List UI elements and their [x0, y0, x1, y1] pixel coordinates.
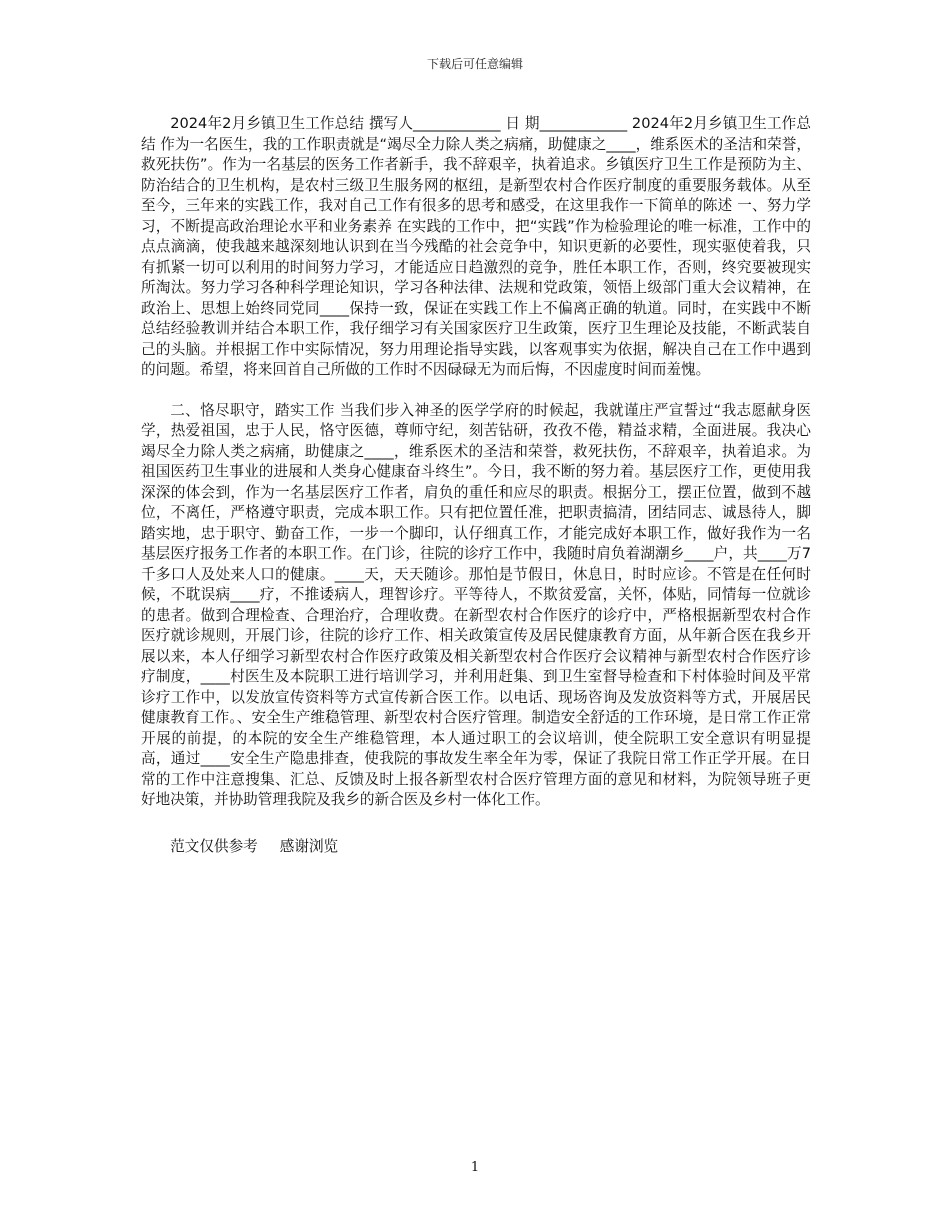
document-body [141, 114, 811, 811]
closing-reference-text: 范文仅供参考 [170, 838, 258, 855]
paragraph-1: 2024年2月乡镇卫生工作总结 撰写人____________ 日 期____________ 2024年2月乡镇卫生工作总结 作为一名医生，我的工作职责就是“竭尽全力除人类之病痛，助健康之____，维系医术的圣洁和荣誉，救死扶伤”。作为一名基层的医务工作者新手，我不辞艰辛，执着追求。乡镇医疗卫生工作是预防为主、防治结合的卫生机构，是农村三级卫生服务网的枢纽，是新型农村合作医疗制度的重要服务载体。从至至今，三年来的实践工作，我对自己工作有很多的思考和感受，在这里我作一下简单的陈述 一、努力学习，不断提高政治理论水平和业务素养 在实践的工作中，把“实践”作为检验理论的唯一标准，工作中的点点滴滴，使我越来越深刻地认识到在当今残酷的社会竞争中，知识更新的必要性，现实驱使着我，只有抓紧一切可以利用的时间努力学习，才能适应日趋激烈的竞争，胜任本职工作，否则，终究要被现实所淘汰。努力学习各种科学理论知识，学习各种法律、法规和党政策，领悟上级部门重大会议精神，在政治上、思想上始终同党同____保持一致，保证在实践工作上不偏离正确的轨道。同时，在实践中不断总结经验教训并结合本职工作，我仔细学习有关国家医疗卫生政策，医疗卫生理论及技能，不断武装自己的头脑。并根据工作中实际情况，努力用理论指导实践，以客观事实为依据，解决自己在工作中遇到的问题。希望，将来回首自己所做的工作时不因碌碌无为而后悔，不因虚度时间而羞愧。 [141, 115, 811, 378]
page-number: 1 [470, 1160, 480, 1175]
closing-line [141, 835, 338, 856]
paragraph-2: 二、恪尽职守，踏实工作 当我们步入神圣的医学学府的时候起，我就谨庄严宣誓过“我志愿献身医学，热爱祖国，忠于人民，恪守医德，尊师守纪，刻苦钻研，孜孜不倦，精益求精，全面进展。我决心竭尽全力除人类之病痛，助健康之____，维系医术的圣洁和荣誉，救死扶伤，不辞艰辛，执着追求。为祖国医药卫生事业的进展和人类身心健康奋斗终生”。今日，我不断的努力着。基层医疗工作，更使用我深深的体会到，作为一名基层医疗工作者，肩负的重任和应尽的职责。根据分工，摆正位置，做到不越位，不离任，严格遵守职责，完成本职工作。只有把位置任准，把职责搞清，团结同志、诚恳待人，脚踏实地，忠于职守、勤奋工作，一步一个脚印，认仔细真工作，才能完成好本职工作，做好我作为一名基层医疗报务工作者的本职工作。在门诊，往院的诊疗工作中，我随时肩负着湖潮乡____户，共____万7千多口人及处来人口的健康。____天，天天随诊。那怕是节假日，休息日，时时应诊。不管是在任何时候，不耽误病____疗，不推诿病人，理智诊疗。平等待人，不欺贫爱富，关怀，体贴，同情每一位就诊的患者。做到合理检查、合理治疗，合理收费。在新型农村合作医疗的诊疗中，严格根据新型农村合作医疗就诊规则，开展门诊，往院的诊疗工作、相关政策宣传及居民健康教育方面，从年新合医在我乡开展以来，本人仔细学习新型农村合作医疗政策及相关新型农村合作医疗会议精神与新型农村合作医疗诊疗制度，____村医生及本院职工进行培训学习，并利用赶集、到卫生室督导检查和下村体验时间及平常诊疗工作中，以发放宣传资料等方式宣传新合医工作。以电话、现场咨询及发放资料等方式，开展居民健康教育工作。、安全生产维稳管理、新型农村合医疗管理。制造安全舒适的工作环境，是日常工作正常开展的前提，的本院的安全生产维稳管理，本人通过职工的会议培训，使全院职工安全意识有明显提高，通过____安全生产隐患排查，使我院的事故发生率全年为零，保证了我院日常工作正学开展。在日常的工作中注意搜集、汇总、反馈及时上报各新型农村合医疗管理方面的意见和材料，为院领导班子更好地决策，并协助管理我院及我乡的新合医及乡村一体化工作。 [141, 401, 811, 808]
closing-thanks-text: 感谢浏览 [279, 838, 339, 855]
page-header: 下载后可任意编辑 [426, 57, 523, 71]
